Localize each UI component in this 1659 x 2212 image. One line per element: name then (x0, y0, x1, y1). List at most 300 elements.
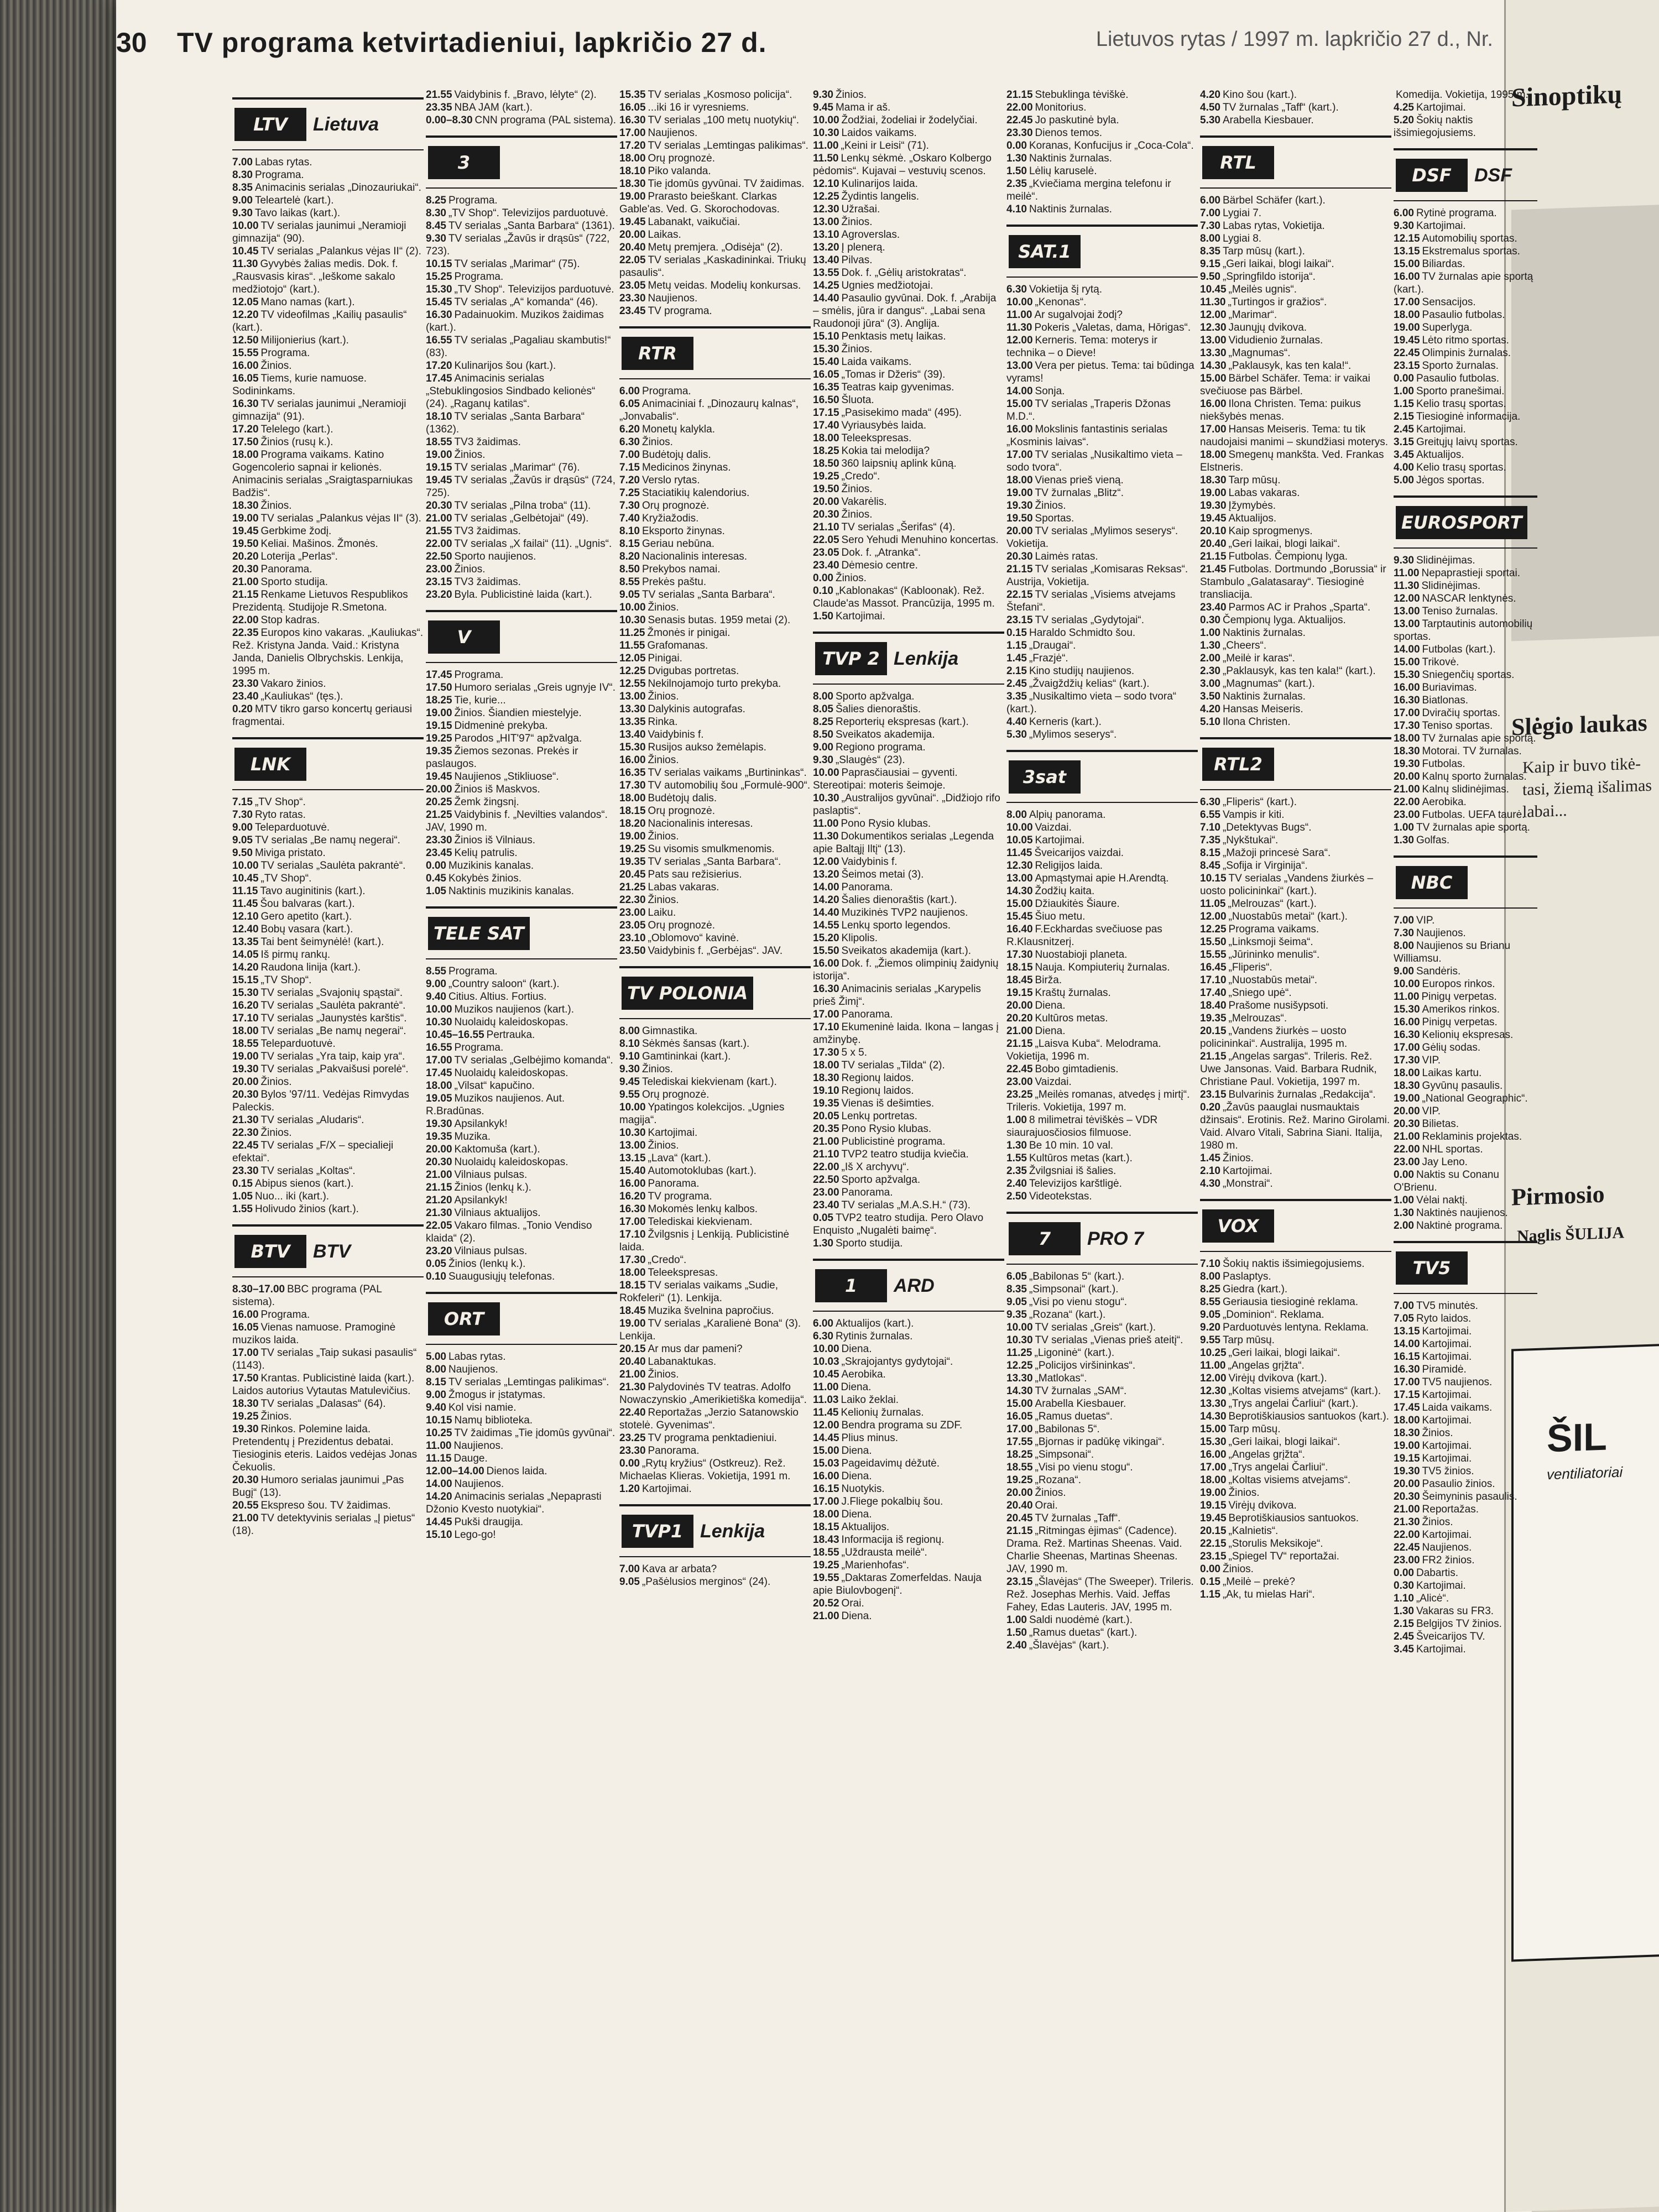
program-title: „Rozana“ (kart.). (1029, 1309, 1106, 1321)
program-title: Kartojimai. (1422, 1351, 1472, 1363)
program-title: Regiono programa. (835, 742, 926, 753)
program-entry (232, 821, 424, 834)
program-title: Gamtininkai (kart.). (641, 1051, 731, 1062)
program-title: TV serialas „Visiems atvejams Štefani“. (1006, 589, 1176, 613)
program-time: 15.30 (619, 742, 646, 753)
program-entry (619, 1190, 811, 1203)
program-title: „Laisva Kuba“. Melodrama. Vokietija, 1996 m. (1006, 1038, 1161, 1062)
program-time: 6.00 (813, 1318, 833, 1329)
program-time: 0.00 (813, 572, 833, 584)
program-entry (619, 178, 811, 190)
program-time: 6.00 (1394, 207, 1414, 219)
program-time: 14.45 (426, 1516, 452, 1528)
program-title: Aerobika. (1422, 796, 1467, 808)
program-entry (1200, 270, 1391, 283)
program-entry (1200, 1436, 1391, 1448)
program-title: Bobo gimtadienis. (1035, 1063, 1119, 1075)
program-time: 17.30 (1394, 1055, 1420, 1066)
program-title: „Lava“ (kart.). (648, 1152, 711, 1164)
program-time: 8.10 (619, 1038, 640, 1050)
program-entry (1006, 627, 1198, 639)
program-time: 0.05 (426, 1258, 446, 1270)
channel-logo: 1 (815, 1269, 887, 1302)
program-title: Gyvybės žalias medis. Dok. f. „Rausvasis kiras“. „Ieškome sakalo medžiotojo“ (kart.). (232, 258, 398, 295)
program-title: Vera per pietus. Tema: tai būdinga vyrams! (1006, 360, 1194, 384)
program-time: 21.55 (426, 525, 452, 537)
program-entry (813, 1521, 1004, 1533)
program-time: 19.30 (426, 1118, 452, 1130)
program-title: TV serialas „Koltas“. (260, 1165, 356, 1177)
program-title: Futbolas. (1422, 758, 1465, 770)
program-entry (426, 1516, 617, 1528)
program-entry (426, 372, 617, 410)
program-title: 360 laipsnių aplink kūną. (841, 458, 957, 469)
program-title: „Babilonas 5“. (1035, 1423, 1100, 1435)
program-entry (1006, 512, 1198, 525)
program-entry (619, 499, 811, 512)
program-entry (232, 1063, 424, 1076)
program-entry (232, 258, 424, 296)
program-title: Vaidybinis f. „Gerbėjas“. JAV. (648, 945, 783, 957)
program-time: 14.30 (1200, 1411, 1227, 1422)
program-title: TV videofilmas „Kailių pasaulis“ (kart.). (232, 309, 407, 333)
program-time: 21.10 (813, 521, 839, 533)
program-time: 18.30 (232, 1398, 259, 1410)
program-time: 2.45 (1394, 424, 1414, 435)
program-entry (619, 1305, 811, 1317)
program-entry (813, 483, 1004, 495)
program-time: 11.30 (813, 831, 839, 842)
program-title: TV serialas „X failai“ (11). „Ugnis“. (454, 538, 612, 550)
program-time: 10.30 (619, 1127, 646, 1139)
program-entry (619, 588, 811, 601)
program-title: Regionų laidos. (841, 1085, 914, 1097)
program-entry (1394, 1350, 1537, 1363)
program-entry (1006, 1088, 1198, 1114)
program-entry (1006, 847, 1198, 859)
next-page-author: Naglis ŠULIJA (1517, 1223, 1625, 1246)
program-entry (1006, 398, 1198, 423)
program-time: 19.00 (619, 191, 646, 202)
program-entry (232, 923, 424, 936)
channel-logo: 3sat (1009, 760, 1081, 794)
program-entry (1394, 1079, 1537, 1092)
program-entry (1394, 1219, 1537, 1232)
program-entry (232, 1308, 424, 1321)
program-entry (813, 1110, 1004, 1123)
program-title: Dok. f. „Žiemos olimpinių žaidynių istorija“. (813, 958, 999, 982)
program-title: Jo paskutinė byla. (1035, 114, 1119, 126)
program-title: Sporto žurnalas. (1422, 360, 1499, 372)
program-entry (232, 1283, 424, 1308)
program-entry (232, 910, 424, 923)
program-time: 12.30 (1200, 1385, 1227, 1397)
program-entry (619, 563, 811, 576)
program-title: Krantas. Publicistinė laida (kart.). Laidos autorius Vytautas Matulevičius. (232, 1373, 415, 1397)
program-time: 20.40 (1006, 1500, 1033, 1511)
program-time: 7.10 (1200, 1258, 1220, 1270)
program-title: Smegenų mankšta. Ved. Frankas Elstneris. (1200, 449, 1384, 473)
channel-header (1006, 750, 1198, 803)
program-entry (619, 88, 811, 101)
program-entry (619, 1381, 811, 1406)
program-title: Automobilių sportas. (1422, 233, 1517, 244)
program-entry (1394, 1503, 1537, 1516)
program-time: 18.30 (619, 178, 646, 190)
program-entry (813, 470, 1004, 483)
program-entry (1200, 1025, 1391, 1050)
program-title: Pats sau režisierius. (648, 869, 742, 880)
program-entry (426, 965, 617, 978)
program-time: 22.45 (1394, 1542, 1420, 1553)
program-title: Kaktomuša (kart.). (454, 1144, 540, 1155)
program-entry (619, 1063, 811, 1076)
program-title: TV serialas „Svajonių spąstai“. (260, 987, 403, 999)
program-time: 5.00 (426, 1351, 446, 1363)
program-entry (1394, 1465, 1537, 1478)
program-time: 23.45 (426, 847, 452, 859)
program-title: Žinios. (648, 754, 679, 766)
program-title: Žinios. (260, 500, 292, 512)
program-time: 1.45 (1006, 653, 1027, 664)
program-entry (619, 474, 811, 487)
program-entry (813, 101, 1004, 114)
program-title: Sporto apžvalga. (841, 1174, 921, 1186)
program-title: Muzikos naujienos (kart.). (454, 1004, 575, 1015)
program-title: Kalnų slidinėjimas. (1422, 784, 1509, 795)
program-entry (426, 1528, 617, 1541)
program-time: 9.55 (1200, 1334, 1220, 1346)
program-entry (1200, 847, 1391, 859)
program-entry (619, 152, 811, 165)
program-title: Pasaulio žinios. (1422, 1478, 1495, 1490)
program-title: Teleekspresas. (841, 432, 912, 444)
program-time: 7.30 (619, 500, 640, 512)
program-entry (813, 1470, 1004, 1483)
program-title: Greitųjų laivų sportas. (1416, 436, 1518, 448)
program-entry (1200, 1448, 1391, 1461)
program-time: 4.40 (1006, 716, 1027, 728)
program-entry (1394, 656, 1537, 669)
program-title: Gerbkime žodį. (260, 525, 332, 537)
program-time: 23.00 (1394, 809, 1420, 821)
program-time: 9.05 (1200, 1309, 1220, 1321)
program-time: 11.25 (1006, 1347, 1032, 1359)
program-entry (232, 1372, 424, 1397)
program-time: 2.00 (1394, 1220, 1414, 1232)
program-time: 7.20 (619, 474, 640, 486)
program-title: Įžymybės. (1228, 500, 1276, 512)
program-title: Futbolas. Dortmundo „Borussia“ ir Stambulo „Galatasaray“. Tiesioginė transliacija. (1200, 564, 1386, 601)
program-time: 12.05 (232, 296, 259, 308)
program-title: Tarp mūsų (kart.). (1222, 246, 1305, 257)
program-title: „Pašėlusios merginos“ (24). (641, 1576, 771, 1588)
program-time: 12.20 (232, 309, 259, 321)
program-entry (426, 1350, 617, 1363)
program-time: 9.00 (426, 1389, 446, 1401)
program-time: 23.30 (619, 293, 646, 304)
program-title: Didmeninė prekyba. (454, 720, 548, 732)
program-entry (619, 1483, 811, 1495)
program-title: Nacionalinis interesas. (641, 551, 748, 562)
program-title: „TV Shop“. (254, 796, 306, 808)
program-time: 18.15 (813, 1521, 839, 1533)
program-title: Kartojimai. (835, 611, 885, 622)
program-entry (813, 368, 1004, 381)
program-time: 19.55 (813, 1572, 839, 1584)
program-title: Muzika. (454, 1131, 491, 1142)
program-entry (1394, 618, 1537, 643)
program-entry (619, 550, 811, 563)
program-entry (1006, 563, 1198, 588)
program-title: Byla. Publicistinė laida (kart.). (454, 589, 592, 601)
program-time: 8.55 (619, 576, 640, 588)
program-time: 15.30 (813, 343, 839, 355)
program-entry (1394, 1630, 1537, 1643)
program-time: 6.30 (1006, 284, 1027, 295)
program-title: „Meilė – prekė? (1222, 1576, 1295, 1588)
program-title: Bulvarinis žurnalas „Redakcija“. (1228, 1089, 1376, 1100)
program-time: 21.25 (426, 809, 452, 821)
program-title: Lego-go! (454, 1529, 496, 1541)
program-title: Dienos temos. (1035, 127, 1102, 139)
program-title: 8 milimetrai tėviškės – VDR siaurajuosčiosios filmuose. (1006, 1114, 1158, 1139)
program-title: Sveikatos akademija (kart.). (841, 945, 971, 957)
program-entry (619, 805, 811, 817)
program-title: Žinios. (648, 691, 679, 702)
program-entry (619, 766, 811, 779)
program-entry (813, 855, 1004, 868)
program-time: 21.30 (426, 1207, 452, 1219)
program-time: 6.30 (619, 436, 640, 448)
program-title: Panorama. (648, 1445, 700, 1457)
program-title: TV programa penktadieniui. (648, 1432, 777, 1444)
program-entry (1006, 178, 1198, 203)
program-title: Reportažas. (1422, 1504, 1479, 1515)
program-time: 10.00 (1006, 822, 1033, 833)
program-title: „Oblomovo“ kavinė. (648, 932, 739, 944)
program-title: TV serialas „Saulėta pakrantė“. (260, 1000, 406, 1011)
program-title: Kelio trasų sportas. (1416, 398, 1506, 410)
program-time: 2.40 (1006, 1178, 1027, 1190)
program-title: Žinios. (1222, 1563, 1254, 1575)
program-entry (232, 423, 424, 436)
program-title: Stop kadras. (260, 614, 320, 626)
program-entry (619, 741, 811, 754)
program-entry (426, 1478, 617, 1490)
program-time: 17.00 (813, 1496, 839, 1507)
program-time: 13.20 (813, 242, 839, 253)
program-entry (426, 576, 617, 588)
program-time: 17.10 (1200, 974, 1227, 986)
program-time: 21.00 (813, 1136, 839, 1147)
program-time: 19.00 (1394, 1093, 1420, 1104)
program-time: 18.00 (619, 1267, 646, 1279)
program-entry (1200, 487, 1391, 499)
program-time: 7.00 (619, 449, 640, 461)
program-time: 23.30 (232, 678, 259, 690)
program-time: 19.35 (426, 745, 452, 757)
program-title: Lygiai 7. (1222, 207, 1262, 219)
program-time: 20.10 (1200, 525, 1227, 537)
program-entry (619, 576, 811, 588)
program-title: Tarptautinis automobilių sportas. (1394, 618, 1533, 643)
program-time: 10.30 (1006, 1334, 1033, 1346)
program-entry (1394, 821, 1537, 834)
program-time: 21.30 (619, 1381, 646, 1393)
program-entry (1006, 910, 1198, 923)
program-entry (426, 114, 617, 127)
program-entry (426, 448, 617, 461)
program-entry (1394, 567, 1537, 580)
program-entry (1200, 372, 1391, 398)
program-title: „Nuostabūs metai“ (kart.). (1228, 911, 1348, 922)
page-header (116, 22, 1493, 72)
program-title: Sonja. (1035, 385, 1065, 397)
program-time: 10.45 (1200, 284, 1227, 295)
program-title: Teleekspresas. (648, 1267, 718, 1279)
program-title: TVP2 teatro studija kviečia. (841, 1149, 969, 1160)
program-time: 23.40 (813, 560, 839, 571)
program-time: 23.05 (813, 547, 839, 559)
program-time: 20.30 (232, 1089, 259, 1100)
program-entry (619, 127, 811, 139)
program-title: 5 x 5. (841, 1047, 868, 1058)
program-entry (1394, 385, 1537, 398)
program-time: 2.00 (1200, 653, 1220, 664)
program-time: 3.15 (1394, 436, 1414, 448)
program-title: Informacija iš regionų. (841, 1534, 945, 1546)
program-entry (1394, 1105, 1537, 1118)
program-time: 12.50 (232, 335, 259, 346)
program-time: 20.00 (813, 496, 839, 508)
program-time: 19.25 (619, 843, 646, 855)
program-title: Plius minus. (841, 1432, 898, 1444)
program-entry (1200, 296, 1391, 309)
program-title: Šeimyninis pasaulis. (1422, 1491, 1517, 1503)
program-title: Metų veidas. Modelių konkursas. (648, 280, 801, 291)
program-title: Naktinės naujienos. (1416, 1207, 1508, 1219)
program-entry (619, 1444, 811, 1457)
program-entry (1006, 923, 1198, 948)
program-entry (813, 792, 1004, 817)
program-title: Lėlių karuselė. (1029, 165, 1097, 177)
program-title: „Ligoninė“ (kart.). (1034, 1347, 1115, 1359)
program-title: Vienas iš dešimties. (841, 1098, 935, 1109)
program-title: Kartojimai. (1422, 1389, 1472, 1401)
program-time: 10.00 (232, 860, 259, 872)
program-entry (426, 1270, 617, 1283)
program-title: Bilietas. (1422, 1118, 1459, 1130)
program-title: TV serialas „Palankus vėjas II“ (3). (260, 513, 421, 524)
program-time: 18.43 (813, 1534, 839, 1546)
program-title: Diena. (1035, 1000, 1066, 1011)
program-time: 23.00 (619, 907, 646, 919)
program-entry (232, 334, 424, 347)
program-time: 20.05 (813, 1110, 839, 1122)
program-time: 19.25 (813, 1559, 839, 1571)
program-time: 21.00 (426, 1169, 452, 1181)
program-entry (813, 152, 1004, 178)
program-entry (426, 770, 617, 783)
program-title: Prašome nusišypsoti. (1228, 1000, 1329, 1011)
program-entry (426, 1156, 617, 1168)
program-time: 13.40 (619, 729, 646, 740)
program-title: Bylos '97/11. Vedėjas Rimvydas Paleckis. (232, 1089, 409, 1113)
program-time: 9.30 (1394, 555, 1414, 566)
program-entry (813, 1444, 1004, 1457)
program-entry (1006, 334, 1198, 359)
program-entry (1006, 309, 1198, 321)
program-entry (426, 681, 617, 694)
program-entry (232, 796, 424, 808)
program-entry (619, 830, 811, 843)
program-time: 1.15 (1006, 640, 1027, 651)
program-entry (1394, 1490, 1537, 1503)
program-title: Muzikinis kanalas. (448, 860, 534, 872)
program-entry (1394, 580, 1537, 592)
program-entry (619, 1254, 811, 1266)
program-title: Labanaktukas. (648, 1356, 717, 1368)
program-title: Kino studijų naujienos. (1029, 665, 1135, 677)
program-title: Virėjų dvikova. (1228, 1500, 1297, 1511)
program-time: 8.35 (1200, 246, 1220, 257)
program-entry (1006, 1321, 1198, 1334)
program-entry (426, 1490, 617, 1516)
program-entry (1006, 728, 1198, 741)
program-title: „Vandens žiurkės – uosto policininkai“. Australija, 1995 m. (1200, 1025, 1348, 1050)
program-entry (1200, 1499, 1391, 1512)
program-time: 19.35 (1200, 1013, 1227, 1024)
program-entry (1006, 1283, 1198, 1296)
program-entry (813, 1572, 1004, 1597)
program-time: 15.10 (813, 331, 839, 342)
program-title: Vaidybinis f. (841, 856, 898, 868)
program-entry (619, 855, 811, 868)
program-entry (1200, 1012, 1391, 1025)
program-entry (1200, 1512, 1391, 1525)
program-time: 15.00 (1200, 373, 1227, 384)
program-entry (1006, 1190, 1198, 1203)
program-time: 10.00 (813, 114, 839, 126)
program-time: 13.40 (813, 254, 839, 266)
program-entry (1394, 1478, 1537, 1490)
program-time: 17.00 (1394, 707, 1420, 719)
program-entry (1006, 139, 1198, 152)
program-title: Europos rinkos. (1422, 978, 1495, 990)
program-time: 15.30 (232, 987, 259, 999)
program-time: 16.20 (619, 1191, 646, 1202)
program-time: 22.00 (1394, 1144, 1420, 1155)
program-entry (426, 745, 617, 770)
program-title: TV5 žinios. (1422, 1465, 1474, 1477)
program-entry (1200, 601, 1391, 614)
program-entry (1394, 1452, 1537, 1465)
program-title: Vaizdai. (1035, 1076, 1072, 1088)
program-time: 1.00 (1394, 385, 1414, 397)
program-time: 21.25 (619, 881, 646, 893)
program-time: 16.30 (1394, 1364, 1420, 1375)
program-time: 9.45 (619, 1076, 640, 1088)
program-time: 7.00 (1394, 1300, 1414, 1312)
program-entry (426, 1194, 617, 1207)
program-entry (813, 766, 1004, 792)
program-time: 8.25 (813, 716, 833, 728)
program-entry (1200, 1550, 1391, 1563)
program-title: „Paklausyk, kas ten kala!“. (1228, 360, 1352, 372)
program-entry (1200, 334, 1391, 347)
program-title: Nuolaidų kaleidoskopas. (454, 1016, 568, 1028)
